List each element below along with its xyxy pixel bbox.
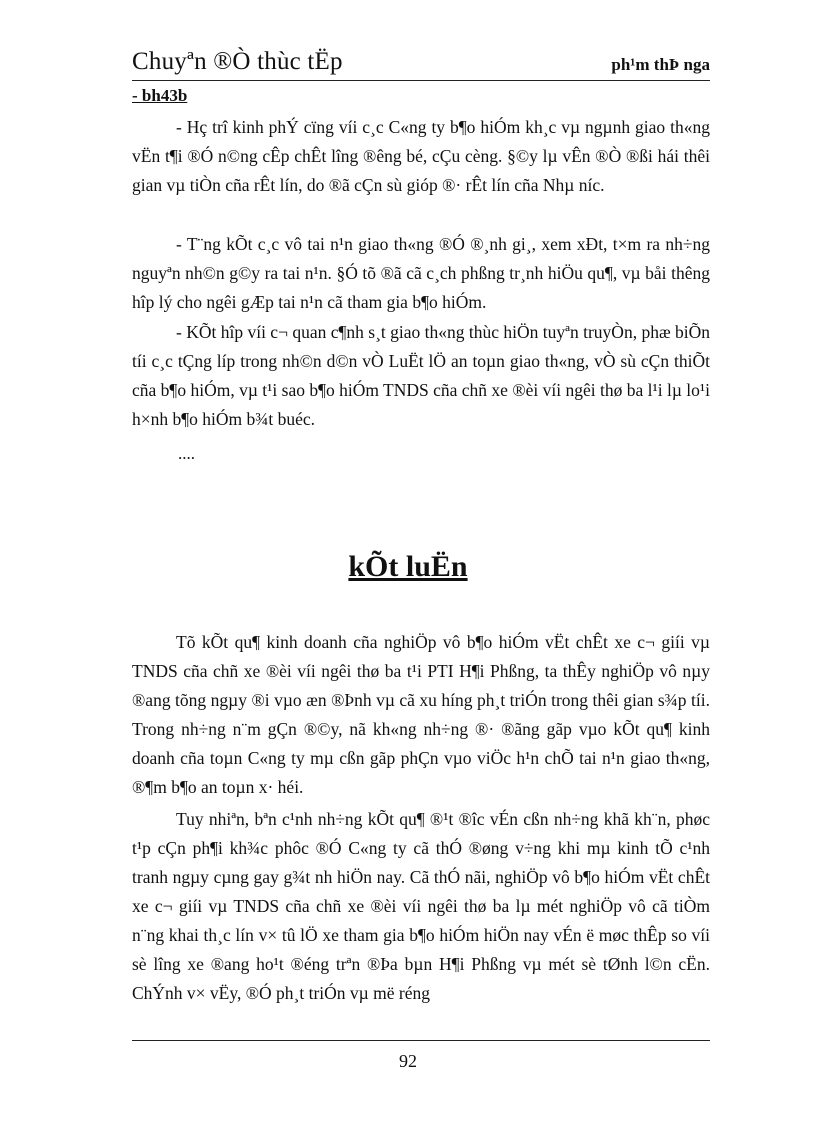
paragraph-text: Tõ kÕt qu¶ kinh doanh cña nghiÖp vô b¶o hiÓm vËt chÊt xe c¬ giíi vµ TNDS cña chñ xe ®èi víi ngêi thø ba t¹i PTI H¶i Phßng, ta thÊy nghiÖp vô nµy ®ang tõng ngµy ®i vµo æn ®Þnh vµ cã xu híng ph¸t triÓn trong thêi gian s¾p tíi. Trong nh÷ng n¨m gÇn ®©y, nã kh«ng nh÷ng ®· ®ãng gãp vµo kÕt qu¶ kinh doanh cña toµn C«ng ty mµ cßn gãp phÇn vµo viÖc h¹n chÕ tai n¹n giao th«ng, ®¶m b¶o an toµn x· héi. (132, 632, 710, 797)
paragraph-text: - Hç trî kinh phÝ cïng víi c¸c C«ng ty b¶o hiÓm kh¸c vµ ngµnh giao th«ng vËn t¶i ®Ó n©ng cÊp chÊt lîng ®êng bé, cÇu cèng. §©y lµ vÊn ®Ò ®ßi hái thêi gian vµ tiÒn cña rÊt lín, do ®ã cÇn sù gióp ®· rÊt lín cña Nhµ níc. (132, 117, 710, 195)
paragraph-conclusion-challenges (132, 805, 710, 1008)
header-title: Chuyªn ®Ò thùc tËp (132, 48, 343, 75)
paragraph-accident-review (132, 230, 710, 317)
page-number: 92 (399, 1051, 417, 1071)
footer-divider (132, 1040, 710, 1041)
section-title: kÕt luËn (348, 550, 468, 583)
paragraph-text: - KÕt hîp víi c¬ quan c¶nh s¸t giao th«ng thùc hiÖn tuyªn truyÒn, phæ biÕn tíi c¸c tÇng líp trong nh©n d©n vÒ LuËt lÖ an toµn giao th«ng, vÒ sù cÇn thiÕt cña b¶o hiÓm, vµ t¹i sao b¶o hiÓm TNDS cña chñ xe ®èi víi ngêi thø ba l¹i lµ lo¹i h×nh b¶o hiÓm b¾t buéc. (132, 322, 710, 429)
paragraph-police-cooperation (132, 318, 710, 434)
header-divider (132, 80, 710, 81)
header-code: - bh43b (132, 86, 188, 105)
paragraph-conclusion-results (132, 628, 710, 802)
paragraph-support-funding (132, 113, 710, 200)
paragraph-text: - T¨ng kÕt c¸c vô tai n¹n giao th«ng ®Ó ®¸nh gi¸, xem xÐt, t×m ra nh÷ng nguyªn nh©n g©y ra tai n¹n. §Ó tõ ®ã cã c¸ch phßng tr¸nh hiÖu qu¶, vµ båi thêng hîp lý cho ngêi gÆp tai n¹n cã tham gia b¶o hiÓm. (132, 234, 710, 312)
paragraph-text: Tuy nhiªn, bªn c¹nh nh÷ng kÕt qu¶ ®¹t ®îc vÉn cßn nh÷ng khã kh¨n, phøc t¹p cÇn ph¶i kh¾c phôc ®Ó C«ng ty cã thÓ ®øng v÷ng khi mµ kinh tÕ c¹nh tranh ngµy cµng gay g¾t nh hiÖn nay. Cã thÓ nãi, nghiÖp vô b¶o hiÓm vËt chÊt xe c¬ giíi vµ TNDS cña chñ xe ®èi víi ngêi thø ba lµ mét nghiÖp vô cã tiÒm n¨ng khai th¸c lín v× tû lÖ xe tham gia b¶o hiÓm hiÖn nay vÉn ë møc thÊp so víi sè lîng xe ®ang ho¹t ®éng trªn ®Þa bµn H¶i Phßng vµ mét sè tØnh l©n cËn. ChÝnh v× vËy, ®Ó ph¸t triÓn vµ më réng (132, 809, 710, 1003)
header-author: ph¹m thÞ nga (611, 55, 710, 74)
ellipsis: .... (178, 444, 195, 463)
